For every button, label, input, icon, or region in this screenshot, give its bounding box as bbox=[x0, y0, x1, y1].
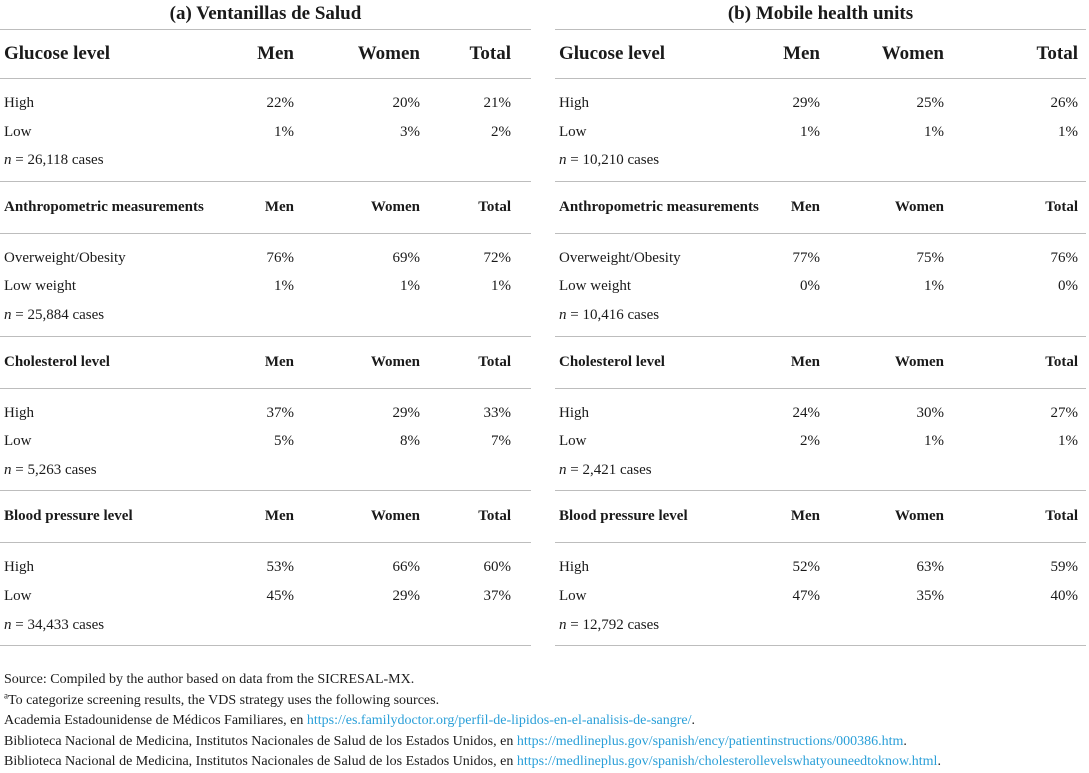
row-label: High bbox=[4, 95, 34, 111]
table-section bbox=[0, 491, 531, 646]
table-row bbox=[0, 118, 531, 147]
reference-text: Biblioteca Nacional de Medicina, Institutos Nacionales de Salud de los Estados Unidos, en bbox=[4, 733, 517, 749]
total-value: 60% bbox=[483, 559, 511, 576]
sample-size bbox=[559, 611, 659, 640]
column-header: Women bbox=[370, 353, 420, 370]
sample-size bbox=[4, 301, 104, 330]
sample-size-text: = 12,792 cases bbox=[570, 616, 660, 633]
section-header-row bbox=[555, 491, 1086, 543]
women-value: 29% bbox=[392, 587, 420, 604]
women-value: 69% bbox=[392, 249, 420, 266]
column-header: Men bbox=[790, 198, 820, 215]
column-header: Women bbox=[370, 198, 420, 215]
total-value: 40% bbox=[1050, 587, 1078, 604]
table-row bbox=[555, 399, 1086, 428]
table-row bbox=[555, 244, 1086, 273]
table-section bbox=[555, 337, 1086, 492]
women-value: 63% bbox=[916, 559, 944, 576]
sample-size-symbol: n bbox=[559, 306, 567, 323]
men-value: 1% bbox=[274, 123, 294, 140]
table-row bbox=[555, 427, 1086, 456]
sample-size-text: = 25,884 cases bbox=[15, 306, 105, 323]
row-label: Low weight bbox=[4, 278, 77, 295]
table-section bbox=[0, 337, 531, 492]
women-value: 30% bbox=[916, 404, 944, 421]
panel-title: (a) Ventanillas de Salud bbox=[0, 0, 531, 30]
table-row bbox=[555, 582, 1086, 611]
row-label: Overweight/Obesity bbox=[559, 249, 681, 266]
men-value: 5% bbox=[274, 433, 294, 450]
women-value: 1% bbox=[400, 278, 420, 295]
total-value: 1% bbox=[1058, 123, 1078, 140]
reference-1 bbox=[4, 711, 1084, 732]
sample-size-symbol: n bbox=[4, 306, 12, 323]
column-header: Total bbox=[1045, 353, 1078, 370]
row-label: Low bbox=[4, 433, 32, 450]
sample-size-row bbox=[555, 146, 1086, 175]
sample-size-symbol: n bbox=[559, 461, 567, 478]
men-value: 1% bbox=[274, 278, 294, 295]
panel-ventanillas bbox=[0, 0, 531, 646]
column-header: Men bbox=[790, 508, 820, 525]
sample-size-text: = 10,210 cases bbox=[570, 152, 660, 169]
total-value: 1% bbox=[1058, 433, 1078, 450]
women-value: 66% bbox=[392, 559, 420, 576]
sample-size-row bbox=[0, 301, 531, 330]
table-section bbox=[555, 182, 1086, 337]
reference-link[interactable]: https://es.familydoctor.org/perfil-de-lipidos-en-el-analisis-de-sangre/ bbox=[306, 713, 692, 728]
reference-tail: . bbox=[691, 713, 695, 728]
footnote-mark: a bbox=[4, 689, 8, 700]
column-header: Women bbox=[894, 353, 944, 370]
column-header: Total bbox=[1045, 198, 1078, 215]
sample-size-text: = 34,433 cases bbox=[15, 616, 105, 633]
section-heading: Cholesterol level bbox=[4, 353, 110, 370]
men-value: 52% bbox=[792, 559, 820, 576]
column-header: Men bbox=[264, 198, 294, 215]
column-header: Men bbox=[783, 43, 820, 64]
sample-size bbox=[559, 146, 659, 175]
sample-size bbox=[559, 456, 652, 485]
total-value: 0% bbox=[1058, 278, 1078, 295]
men-value: 53% bbox=[266, 559, 294, 576]
column-header: Total bbox=[478, 508, 511, 525]
section-header-row bbox=[0, 30, 531, 79]
men-value: 1% bbox=[800, 123, 820, 140]
column-header: Total bbox=[1036, 43, 1078, 64]
total-value: 37% bbox=[483, 587, 511, 604]
total-value: 59% bbox=[1050, 559, 1078, 576]
sample-size-row bbox=[555, 301, 1086, 330]
men-value: 47% bbox=[792, 587, 820, 604]
men-value: 2% bbox=[800, 433, 820, 450]
row-label: Low bbox=[4, 123, 32, 140]
table-row bbox=[0, 427, 531, 456]
table-row bbox=[555, 89, 1086, 118]
total-value: 76% bbox=[1050, 249, 1078, 266]
sample-size-text: = 2,421 cases bbox=[570, 461, 652, 478]
reference-text: Biblioteca Nacional de Medicina, Institutos Nacionales de Salud de los Estados Unidos, en bbox=[4, 754, 517, 769]
panel-mobile-units bbox=[555, 0, 1086, 646]
men-value: 24% bbox=[792, 404, 820, 421]
column-header: Women bbox=[894, 508, 944, 525]
section-header-row bbox=[0, 182, 531, 234]
table-row bbox=[555, 272, 1086, 301]
total-value: 2% bbox=[491, 123, 511, 140]
sample-size-text: = 10,416 cases bbox=[570, 306, 660, 323]
row-label: High bbox=[559, 404, 589, 421]
sample-size-symbol: n bbox=[559, 152, 567, 169]
reference-tail: . bbox=[937, 754, 941, 769]
women-value: 29% bbox=[392, 404, 420, 421]
sample-size bbox=[4, 146, 104, 175]
sample-size-text: = 26,118 cases bbox=[15, 152, 104, 169]
men-value: 29% bbox=[792, 95, 820, 111]
men-value: 45% bbox=[266, 587, 294, 604]
sample-size bbox=[4, 456, 97, 485]
row-label: Low bbox=[4, 587, 32, 604]
panel-title: (b) Mobile health units bbox=[555, 0, 1086, 30]
table-section bbox=[0, 30, 531, 182]
reference-text: Academia Estadounidense de Médicos Familiares, en bbox=[4, 713, 307, 728]
total-value: 21% bbox=[483, 95, 511, 111]
men-value: 76% bbox=[266, 249, 294, 266]
section-heading: Glucose level bbox=[4, 43, 111, 64]
total-value: 26% bbox=[1050, 95, 1078, 111]
row-label: Overweight/Obesity bbox=[4, 249, 126, 266]
total-value: 27% bbox=[1050, 404, 1078, 421]
table-section bbox=[555, 30, 1086, 182]
column-header: Total bbox=[478, 353, 511, 370]
column-header: Men bbox=[264, 508, 294, 525]
table-row bbox=[0, 553, 531, 582]
section-heading: Anthropometric measurements bbox=[559, 198, 759, 215]
reference-link[interactable]: https://medlineplus.gov/spanish/cholesterollevelswhatyouneedtoknow.html bbox=[516, 754, 938, 769]
sample-size bbox=[559, 301, 659, 330]
sample-size-symbol: n bbox=[4, 152, 12, 169]
table-section bbox=[0, 182, 531, 337]
men-value: 22% bbox=[266, 95, 294, 111]
women-value: 35% bbox=[916, 587, 944, 604]
table-row bbox=[555, 553, 1086, 582]
table-row bbox=[0, 399, 531, 428]
column-header: Women bbox=[357, 43, 420, 64]
table-footnotes bbox=[4, 670, 1084, 773]
source-note: Source: Compiled by the author based on data from the SICRESAL-MX. bbox=[4, 672, 415, 687]
total-value: 1% bbox=[491, 278, 511, 295]
women-value: 75% bbox=[916, 249, 944, 266]
table-row bbox=[0, 89, 531, 118]
row-label: High bbox=[4, 404, 34, 421]
sample-size-row bbox=[0, 456, 531, 485]
row-label: High bbox=[4, 559, 34, 576]
column-header: Women bbox=[881, 43, 944, 64]
sample-size-row bbox=[0, 146, 531, 175]
men-value: 77% bbox=[792, 249, 820, 266]
total-value: 7% bbox=[491, 433, 511, 450]
column-header: Women bbox=[894, 198, 944, 215]
women-value: 8% bbox=[400, 433, 420, 450]
column-header: Women bbox=[370, 508, 420, 525]
sample-size-row bbox=[555, 611, 1086, 640]
women-value: 20% bbox=[392, 95, 420, 111]
women-value: 25% bbox=[916, 95, 944, 111]
row-label: Low bbox=[559, 587, 587, 604]
section-heading: Anthropometric measurements bbox=[4, 198, 204, 215]
reference-3 bbox=[4, 752, 1084, 773]
section-header-row bbox=[0, 337, 531, 389]
men-value: 37% bbox=[266, 404, 294, 421]
table-row bbox=[555, 118, 1086, 147]
men-value: 0% bbox=[800, 278, 820, 295]
section-heading: Blood pressure level bbox=[559, 508, 688, 525]
column-header: Men bbox=[264, 353, 294, 370]
table-row bbox=[0, 272, 531, 301]
women-value: 1% bbox=[924, 433, 944, 450]
women-value: 1% bbox=[924, 123, 944, 140]
sample-size-symbol: n bbox=[4, 461, 12, 478]
reference-2 bbox=[4, 732, 1084, 753]
table-section bbox=[555, 491, 1086, 646]
row-label: High bbox=[559, 95, 589, 111]
row-label: Low weight bbox=[559, 278, 632, 295]
table-row bbox=[0, 244, 531, 273]
total-value: 72% bbox=[483, 249, 511, 266]
reference-link[interactable]: https://medlineplus.gov/spanish/ency/patientinstructions/000386.htm bbox=[516, 733, 904, 749]
section-heading: Blood pressure level bbox=[4, 508, 133, 525]
section-heading: Cholesterol level bbox=[559, 353, 665, 370]
row-label: Low bbox=[559, 123, 587, 140]
table-row bbox=[0, 582, 531, 611]
women-value: 1% bbox=[924, 278, 944, 295]
row-label: High bbox=[559, 559, 589, 576]
reference-tail: . bbox=[903, 733, 907, 749]
sample-size-text: = 5,263 cases bbox=[15, 461, 97, 478]
section-header-row bbox=[0, 491, 531, 543]
section-header-row bbox=[555, 182, 1086, 234]
footnote-a bbox=[4, 691, 1084, 712]
footnote-text: To categorize screening results, the VDS strategy uses the following sources. bbox=[8, 692, 440, 708]
column-header: Men bbox=[790, 353, 820, 370]
column-header: Total bbox=[1045, 508, 1078, 525]
total-value: 33% bbox=[483, 404, 511, 421]
sample-size bbox=[4, 611, 104, 640]
section-header-row bbox=[555, 30, 1086, 79]
sample-size-symbol: n bbox=[559, 616, 567, 633]
column-header: Total bbox=[478, 198, 511, 215]
sample-size-row bbox=[555, 456, 1086, 485]
row-label: Low bbox=[559, 433, 587, 450]
sample-size-symbol: n bbox=[4, 616, 12, 633]
section-heading: Glucose level bbox=[559, 43, 666, 64]
women-value: 3% bbox=[400, 123, 420, 140]
sample-size-row bbox=[0, 611, 531, 640]
column-header: Men bbox=[257, 43, 294, 64]
column-header: Total bbox=[469, 43, 511, 64]
section-header-row bbox=[555, 337, 1086, 389]
